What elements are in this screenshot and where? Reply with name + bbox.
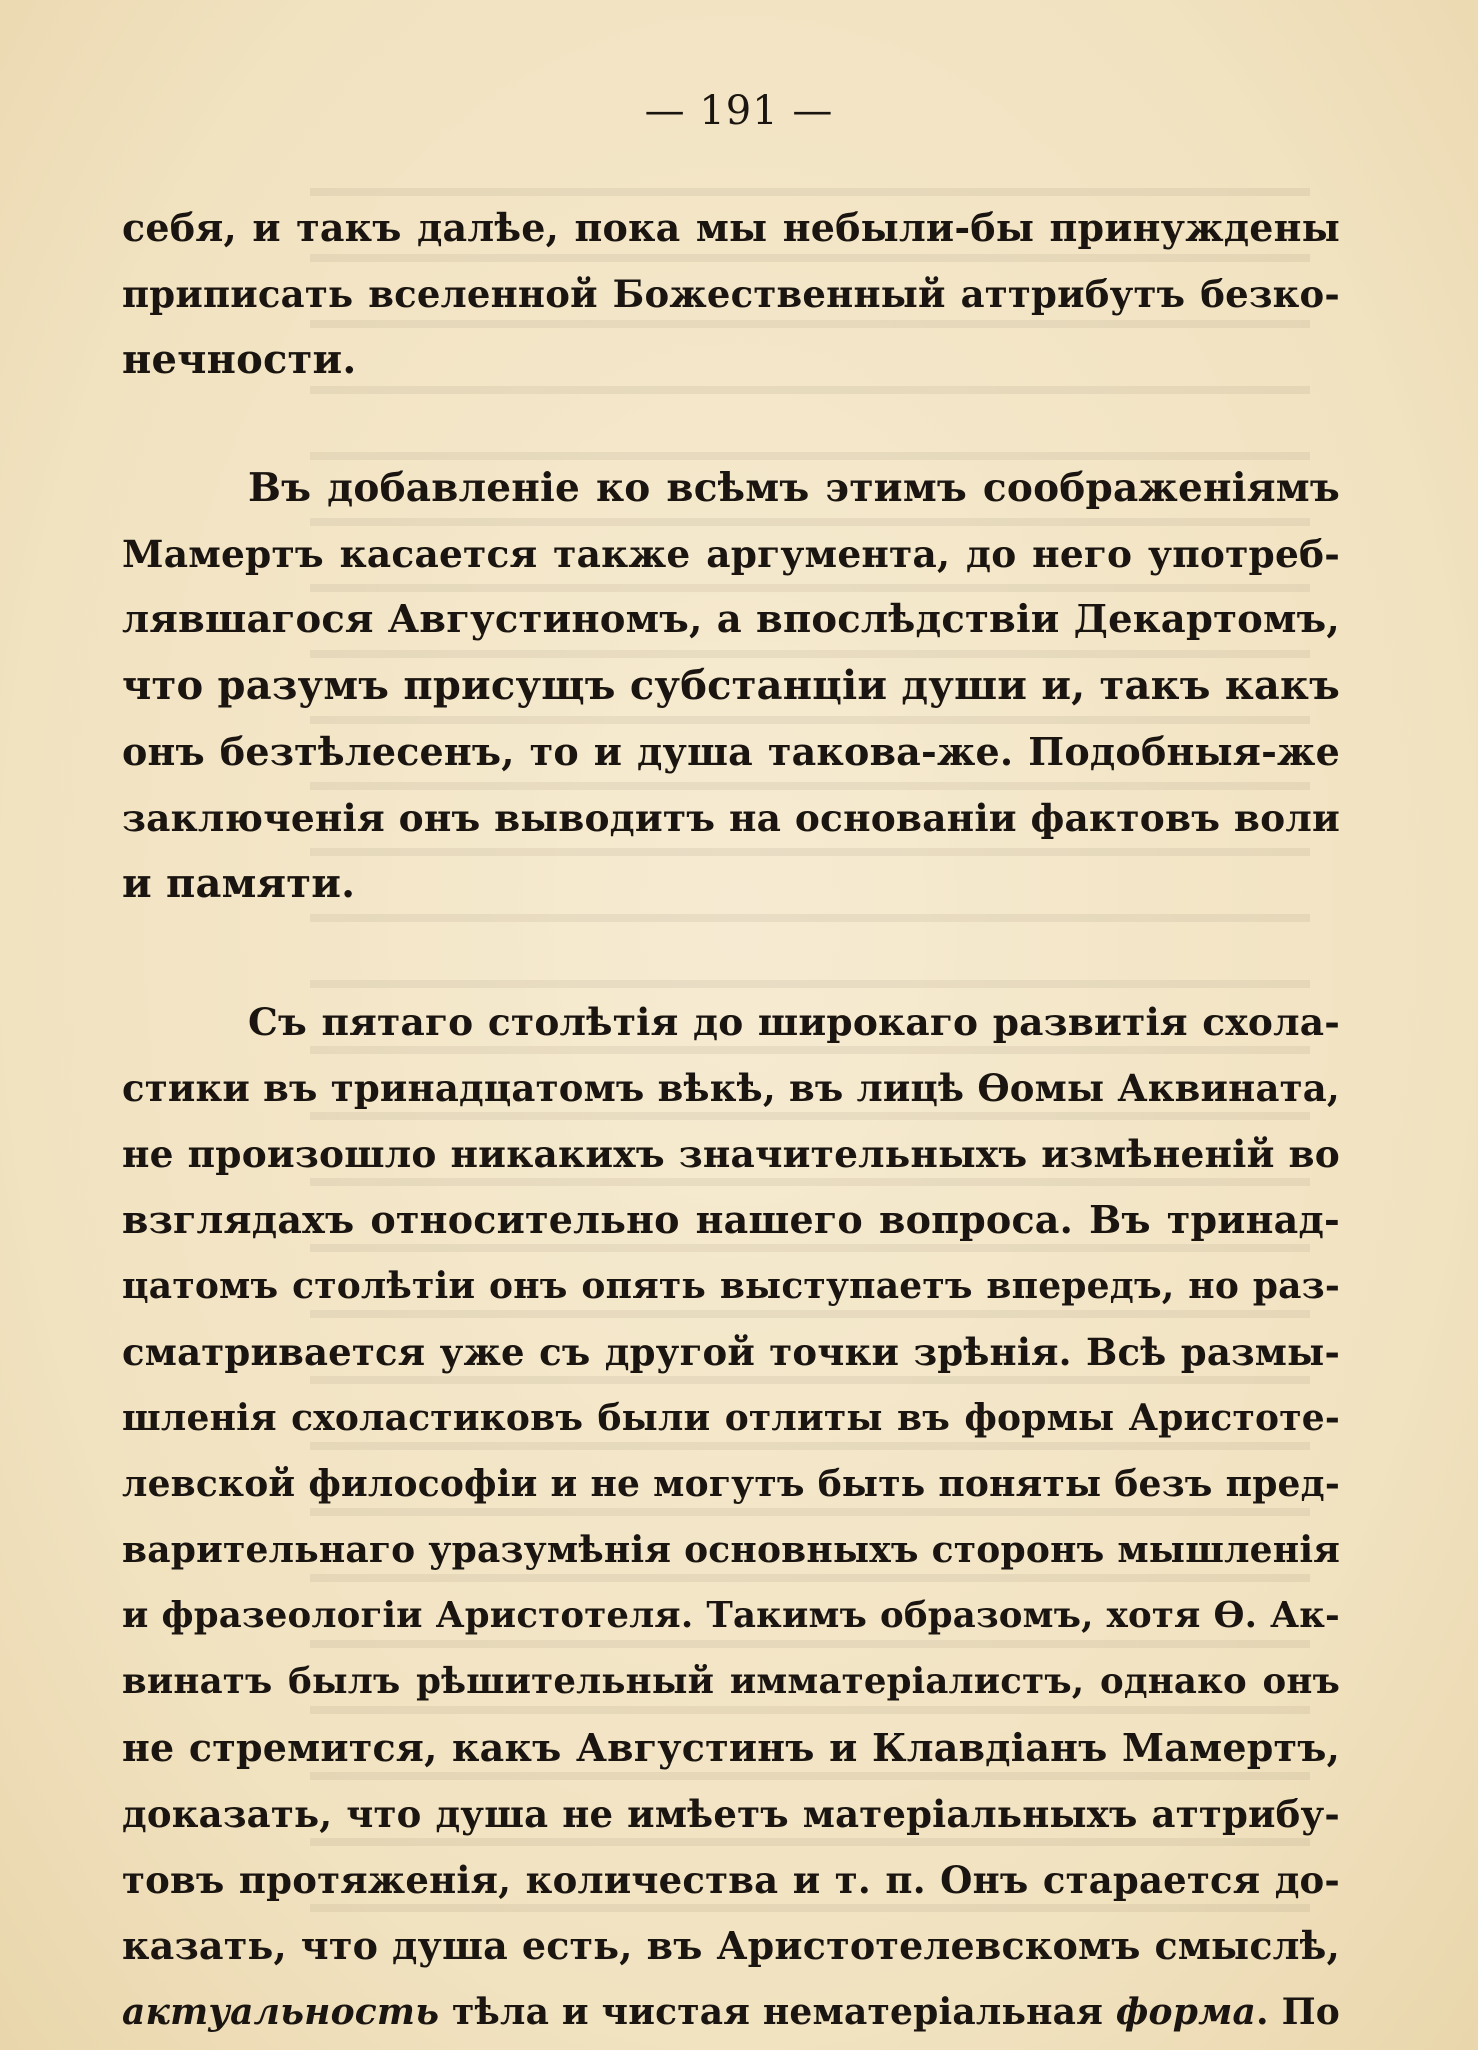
text-line: стики въ тринадцатомъ вѣкѣ, въ лицѣ Ѳомы Аквината, [122,1066,1341,1110]
paragraph-gap [122,917,1340,989]
italic-term: форма [1115,1991,1257,2033]
text-line: доказать, что душа не имѣетъ матеріальныхъ аттрибу- [122,1792,1340,1836]
page-number: — 191 — [644,88,834,134]
text-line: сматривается уже съ другой точки зрѣнія. Всѣ размы- [122,1330,1340,1374]
text-line: товъ протяженія, количества и т. п. Онъ старается до- [122,1858,1340,1902]
text-line: левской философіи и не могутъ быть поняты безъ пред- [122,1463,1340,1505]
text-line: нечности. [122,336,357,383]
text-line: заключенія онъ выводитъ на основаніи фактовъ воли [122,796,1340,840]
text-line: лявшагося Августиномъ, а впослѣдствіи Декартомъ, [122,597,1340,642]
text-line: и фразеологіи Аристотеля. Такимъ образомъ, хотя Ѳ. Ак- [122,1595,1340,1636]
text-line: взглядахъ относительно нашего вопроса. Въ тринад- [122,1197,1340,1242]
text-line: приписать вселенной Божественный аттрибутъ безко- [122,272,1340,316]
text-line: не произошло никакихъ значительныхъ измѣненій во [122,1132,1340,1176]
italic-term: актуальность [122,1991,440,2033]
text-line-mixed [122,1979,1340,2045]
text-run: тѣла и чистая нематеріальная [439,1991,1116,2033]
text-line: Въ добавленіе ко всѣмъ этимъ соображеніямъ [248,465,1340,511]
text-line: казать, что душа есть, въ Аристотелевскомъ смыслѣ, [122,1923,1340,1968]
text-line: Съ пятаго столѣтія до широкаго развитія схола- [248,1000,1340,1044]
text-line: онъ безтѣлесенъ, то и душа такова-же. Подобныя-же [122,729,1340,774]
text-line: варительнаго уразумѣнія основныхъ сторонъ мышленія [122,1529,1340,1571]
text-line: винатъ былъ рѣшительный имматеріалистъ, однако онъ [122,1661,1340,1702]
paragraph-gap [122,393,1340,455]
text-line: цатомъ столѣтіи онъ опять выступаетъ впередъ, но раз- [122,1265,1340,1307]
text-line: себя, и такъ далѣе, пока мы небыли-бы принуждены [122,205,1340,250]
text-run: . По [1256,1991,1341,2033]
text-line: и памяти. [122,860,356,907]
text-line: шленія схоластиковъ были отлиты въ формы Аристоте- [122,1397,1340,1439]
text-line: что разумъ присущъ субстанціи души и, такъ какъ [122,662,1340,709]
text-line: не стремится, какъ Августинъ и Клавдіанъ Мамертъ, [122,1725,1340,1770]
text-line: Мамертъ касается также аргумента, до него употреб- [122,532,1340,576]
body-text [122,195,1340,2045]
